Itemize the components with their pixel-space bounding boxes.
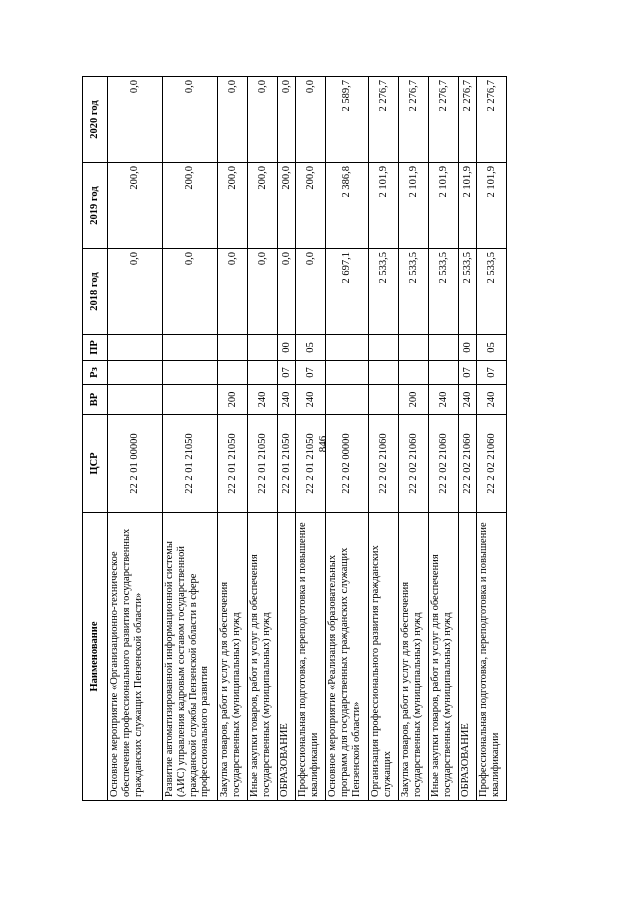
- cell-csr: 22 2 01 21050: [278, 415, 296, 513]
- cell-vr: 240: [248, 385, 278, 415]
- cell-csr: 22 2 02 21060: [369, 415, 399, 513]
- cell-pr: 00: [459, 335, 477, 361]
- cell-vr: [326, 385, 369, 415]
- budget-table: [82, 76, 507, 801]
- cell-pr: [163, 335, 218, 361]
- cell-2020: 2 276,7: [429, 77, 459, 163]
- cell-csr: 22 2 01 00000: [108, 415, 163, 513]
- cell-2019: 200,0: [218, 163, 248, 249]
- cell-csr: 22 2 02 21060: [429, 415, 459, 513]
- header-name: Наименование: [83, 513, 108, 801]
- cell-pr: 05: [477, 335, 507, 361]
- header-csr: ЦСР: [83, 415, 108, 513]
- cell-pr: [429, 335, 459, 361]
- cell-2018: 0,0: [248, 249, 278, 335]
- cell-2019: 2 101,9: [369, 163, 399, 249]
- cell-2018: 2 533,5: [369, 249, 399, 335]
- cell-2020: 0,0: [278, 77, 296, 163]
- cell-csr: 22 2 01 21050: [296, 415, 326, 513]
- cell-2018: 2 533,5: [429, 249, 459, 335]
- cell-2018: 0,0: [163, 249, 218, 335]
- header-rz: Рз: [83, 361, 108, 385]
- cell-2019: 200,0: [296, 163, 326, 249]
- table-row: [326, 77, 369, 801]
- header-vr: ВР: [83, 385, 108, 415]
- cell-2019: 2 101,9: [459, 163, 477, 249]
- cell-rz: [248, 361, 278, 385]
- page-number: 846: [317, 435, 329, 453]
- cell-name: ОБРАЗОВАНИЕ: [459, 513, 477, 801]
- cell-csr: 22 2 02 00000: [326, 415, 369, 513]
- cell-rz: 07: [459, 361, 477, 385]
- cell-2019: 200,0: [278, 163, 296, 249]
- cell-rz: [163, 361, 218, 385]
- cell-name: Иные закупки товаров, работ и услуг для обеспечения государственных (муниципальных) нужд: [429, 513, 459, 801]
- table-row: [429, 77, 459, 801]
- cell-2019: 200,0: [163, 163, 218, 249]
- cell-name: Развитие автоматизированной информационной системы (АИС) управления кадровым составом государственной гражданской службы Пензенской области в сфере профессионального развития: [163, 513, 218, 801]
- cell-name: Закупка товаров, работ и услуг для обеспечения государственных (муниципальных) нужд: [218, 513, 248, 801]
- cell-2018: 0,0: [108, 249, 163, 335]
- table-row: [108, 77, 163, 801]
- cell-rz: [399, 361, 429, 385]
- cell-vr: 240: [278, 385, 296, 415]
- cell-2018: 0,0: [278, 249, 296, 335]
- cell-pr: [218, 335, 248, 361]
- cell-2018: 0,0: [296, 249, 326, 335]
- cell-2020: 2 276,7: [399, 77, 429, 163]
- cell-pr: [248, 335, 278, 361]
- table-row: [369, 77, 399, 801]
- cell-vr: [163, 385, 218, 415]
- cell-2020: 0,0: [163, 77, 218, 163]
- cell-vr: 240: [477, 385, 507, 415]
- cell-2018: 2 533,5: [477, 249, 507, 335]
- cell-pr: 05: [296, 335, 326, 361]
- cell-pr: [108, 335, 163, 361]
- header-2019: 2019 год: [83, 163, 108, 249]
- cell-2020: 0,0: [296, 77, 326, 163]
- cell-csr: 22 2 02 21060: [477, 415, 507, 513]
- cell-2020: 2 276,7: [477, 77, 507, 163]
- cell-2018: 2 533,5: [399, 249, 429, 335]
- cell-vr: 240: [429, 385, 459, 415]
- table-row: [163, 77, 218, 801]
- cell-2020: 0,0: [248, 77, 278, 163]
- cell-rz: 07: [296, 361, 326, 385]
- table-row: [248, 77, 278, 801]
- cell-pr: [399, 335, 429, 361]
- cell-name: Профессиональная подготовка, переподготовка и повышение квалификации: [296, 513, 326, 801]
- cell-vr: 240: [459, 385, 477, 415]
- cell-name: Профессиональная подготовка, переподготовка и повышение квалификации: [477, 513, 507, 801]
- cell-rz: [218, 361, 248, 385]
- header-row: [83, 77, 108, 801]
- cell-name: Основное мероприятие «Реализация образовательных программ для государственных гражданских служащих Пензенской области»: [326, 513, 369, 801]
- cell-2019: 200,0: [248, 163, 278, 249]
- cell-2019: 2 386,8: [326, 163, 369, 249]
- cell-vr: 240: [296, 385, 326, 415]
- cell-rz: [369, 361, 399, 385]
- header-pr: ПР: [83, 335, 108, 361]
- cell-csr: 22 2 01 21050: [163, 415, 218, 513]
- cell-2018: 2 533,5: [459, 249, 477, 335]
- cell-rz: [326, 361, 369, 385]
- cell-2019: 2 101,9: [477, 163, 507, 249]
- cell-csr: 22 2 01 21050: [248, 415, 278, 513]
- table-row: [296, 77, 326, 801]
- cell-name: Иные закупки товаров, работ и услуг для обеспечения государственных (муниципальных) нужд: [248, 513, 278, 801]
- cell-pr: [369, 335, 399, 361]
- cell-vr: 200: [399, 385, 429, 415]
- budget-table-container: [82, 77, 514, 801]
- cell-csr: 22 2 02 21060: [399, 415, 429, 513]
- cell-2020: 2 589,7: [326, 77, 369, 163]
- cell-vr: 200: [218, 385, 248, 415]
- cell-2019: 200,0: [108, 163, 163, 249]
- cell-2020: 2 276,7: [459, 77, 477, 163]
- header-2020: 2020 год: [83, 77, 108, 163]
- cell-vr: [108, 385, 163, 415]
- cell-name: Закупка товаров, работ и услуг для обеспечения государственных (муниципальных) нужд: [399, 513, 429, 801]
- cell-rz: [108, 361, 163, 385]
- cell-rz: 07: [278, 361, 296, 385]
- cell-2019: 2 101,9: [429, 163, 459, 249]
- table-row: [399, 77, 429, 801]
- cell-rz: [429, 361, 459, 385]
- cell-name: Основное мероприятие «Организационно-техническое обеспечение профессионального развития государственных гражданских служащих Пензенской области»: [108, 513, 163, 801]
- cell-pr: [326, 335, 369, 361]
- table-row: [218, 77, 248, 801]
- cell-rz: 07: [477, 361, 507, 385]
- table-row: [459, 77, 477, 801]
- cell-name: ОБРАЗОВАНИЕ: [278, 513, 296, 801]
- cell-2020: 0,0: [218, 77, 248, 163]
- cell-2020: 0,0: [108, 77, 163, 163]
- cell-pr: 00: [278, 335, 296, 361]
- header-2018: 2018 год: [83, 249, 108, 335]
- cell-name: Организация профессионального развития гражданских служащих: [369, 513, 399, 801]
- cell-2020: 2 276,7: [369, 77, 399, 163]
- cell-2018: 0,0: [218, 249, 248, 335]
- cell-2018: 2 697,1: [326, 249, 369, 335]
- cell-vr: [369, 385, 399, 415]
- cell-2019: 2 101,9: [399, 163, 429, 249]
- table-row: [278, 77, 296, 801]
- cell-csr: 22 2 02 21060: [459, 415, 477, 513]
- table-row: [477, 77, 507, 801]
- cell-csr: 22 2 01 21050: [218, 415, 248, 513]
